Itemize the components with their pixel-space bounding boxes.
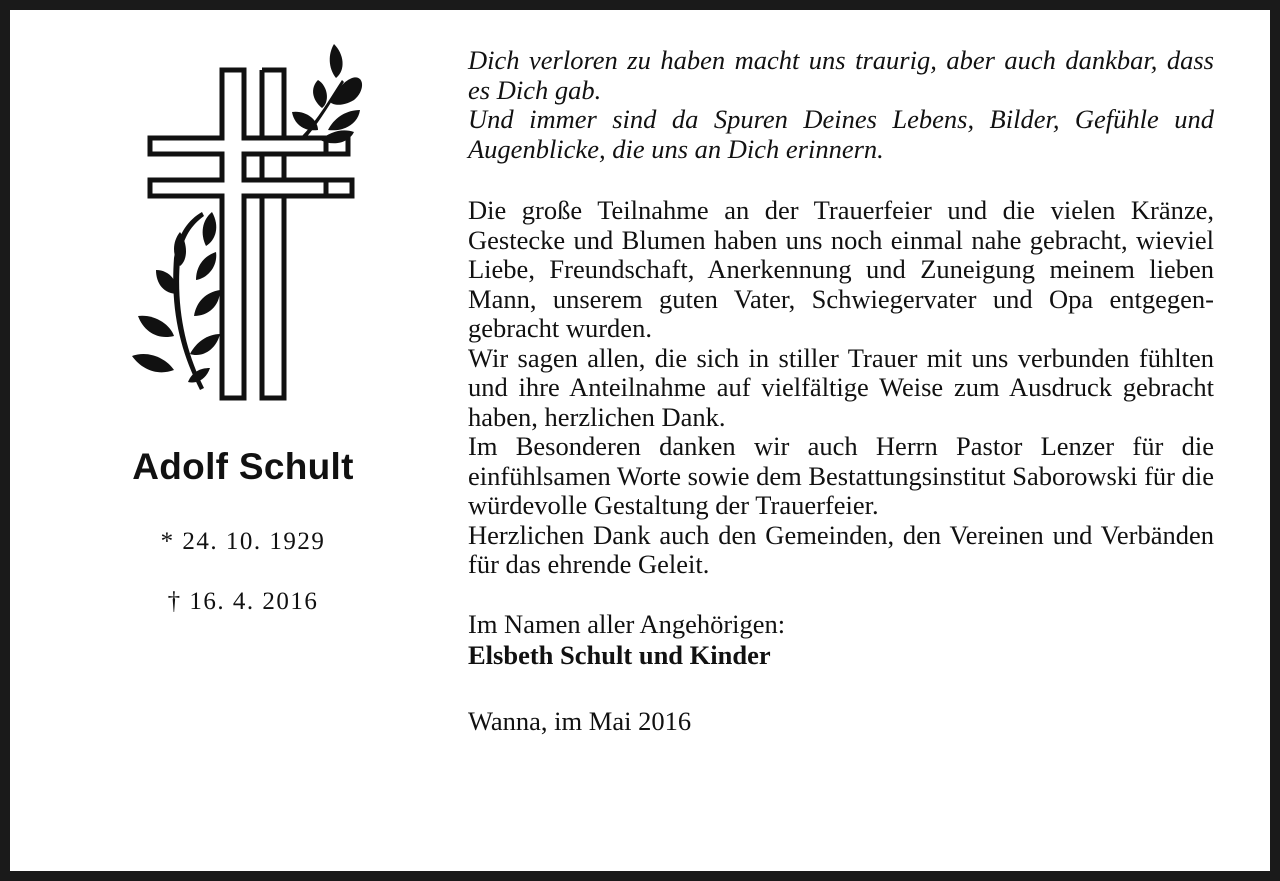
message-column xyxy=(468,46,1214,736)
verse-line: Dich verloren zu haben macht uns traurig, aber auch dankbar, dass es Dich gab. xyxy=(468,45,1214,105)
death-date: † 16. 4. 2016 xyxy=(167,588,319,615)
verse-line: Und immer sind da Spuren Deines Lebens, Bilder, Gefühle und Augenblicke, die uns an Dich erinnern. xyxy=(468,104,1214,164)
regards-line: Im Namen aller Angehörigen: xyxy=(468,608,786,639)
birth-date: * 24. 10. 1929 xyxy=(160,528,326,555)
cross-with-palm-branches-icon xyxy=(122,34,372,414)
thanks-paragraph: Herzlichen Dank auch den Gemeinden, den Vereinen und Verbänden für das ehrende Geleit. xyxy=(468,519,1214,579)
memorial-verse xyxy=(468,46,1214,164)
place-date: Wanna, im Mai 2016 xyxy=(468,705,692,736)
thanks-text xyxy=(468,196,1214,580)
thanks-paragraph: Im Besonderen danken wir auch Herrn Pastor Lenzer für die einfühlsamen Worte sowie dem Bestattungsinstitut Saborowski für die würdevolle Gestaltung der Trauerfeier. xyxy=(468,431,1214,520)
deceased-name: Adolf Schult xyxy=(132,446,354,487)
signers: Elsbeth Schult und Kinder xyxy=(468,640,771,670)
thanks-paragraph: Die große Teilnahme an der Trauerfeier und die vielen Kränze, Gestecke und Blumen haben uns noch einmal nahe gebracht, wieviel Liebe, Freundschaft, Anerkennung und Zuneigung meinem lieben Mann, unserem guten Vater, Schwiegervater und Opa entgegengebracht wurden. xyxy=(468,195,1214,343)
obituary-card xyxy=(10,10,1270,871)
thanks-paragraph: Wir sagen allen, die sich in stiller Trauer mit uns verbunden fühlten und ihre Anteilnahme auf vielfältige Weise zum Ausdruck gebracht haben, herzlichen Dank. xyxy=(468,342,1214,432)
